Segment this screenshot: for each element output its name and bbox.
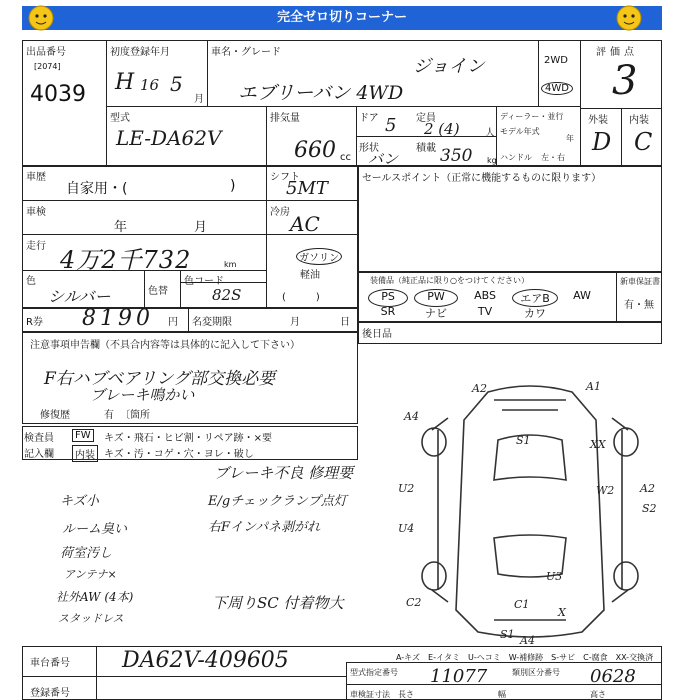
remark-right-1: E/gチェックランプ点灯: [208, 494, 347, 509]
color-swap-label: 色替: [148, 286, 168, 297]
capacity-value: 2 (4): [424, 120, 460, 138]
damage-mark-11: C2: [406, 596, 422, 609]
chassis-value: DA62V-409605: [122, 648, 289, 673]
reg-limit-unit2: 日: [340, 317, 350, 328]
damage-mark-6: U4: [398, 522, 415, 535]
recycle-frame: [22, 308, 358, 332]
car-label: 車名・グレード: [211, 47, 281, 58]
score-label: 評価点: [596, 47, 638, 58]
wheel-fl: [422, 428, 446, 456]
remark-right-3: 下周りSC 付着物大: [212, 594, 344, 612]
displacement-unit: cc: [340, 152, 351, 163]
damage-mark-9: W2: [596, 484, 615, 497]
type-designation-value: 11077: [430, 666, 488, 687]
displacement-label: 排気量: [270, 113, 300, 124]
lot-label: 出品番号: [26, 47, 66, 58]
wheel-rr: [614, 562, 638, 590]
equipment-row-2: [368, 305, 558, 321]
damage-mark-1: A1: [586, 380, 601, 393]
remark-left-4: 社外AW (4本): [56, 590, 134, 604]
registration-label: 登録番号: [30, 688, 70, 699]
history-value: 自家用・(: [66, 181, 128, 197]
damage-mark-8: S2: [642, 502, 657, 515]
damage-mark-12: C1: [514, 598, 530, 611]
color-code: 82S: [212, 286, 242, 304]
type-designation-label: 型式指定番号: [350, 668, 398, 677]
reg-limit-label: 名変期限: [192, 317, 232, 328]
handle-value: 左・右: [541, 153, 565, 162]
car-body-outline: [456, 386, 604, 637]
color-label: 色: [26, 276, 36, 287]
first-reg-era: H: [115, 70, 135, 95]
first-reg-month-unit: 月: [194, 94, 204, 105]
lot-number: 4039: [30, 82, 86, 107]
dimensions-width: 幅: [498, 690, 506, 699]
warranty-label: 新車保証書: [620, 277, 660, 286]
mascot-left-icon: [26, 3, 56, 33]
first-reg-label: 初度登録年月: [110, 47, 170, 58]
exterior-label: 外装: [588, 115, 608, 126]
capacity-label: 定員: [416, 113, 436, 124]
notes-label: 注意事項申告欄（不具合内容等は具体的に記入して下さい）: [30, 340, 300, 351]
equipment-label: 装備品（純正品に限り○をつけてください）: [370, 276, 529, 285]
fw-items: キズ・飛石・ヒビ割・リペア跡・×要: [104, 433, 272, 444]
shift-label: シフト: [270, 172, 300, 183]
damage-mark-14: A4: [520, 634, 535, 647]
remark-left-0: キズ小: [60, 494, 99, 509]
equip-tv: TV: [477, 305, 493, 318]
recycle-label: R券: [26, 317, 43, 328]
equip-airbag: エアB: [512, 289, 558, 307]
repair-label: 修復歴: [40, 410, 70, 421]
car-name: エブリーバン 4WD: [238, 82, 404, 104]
rear-items-frame: [358, 322, 662, 344]
category-label: 類別区分番号: [512, 668, 560, 677]
damage-mark-13: X: [558, 606, 566, 619]
section-banner: 完全ゼロ切りコーナー: [22, 6, 662, 30]
repair-box: 〔箇所: [120, 410, 150, 421]
mascot-right-icon: [614, 3, 644, 33]
model-year-label: モデル年式: [500, 127, 540, 136]
equip-aw: AW: [573, 289, 591, 302]
model-year-unit: 年: [566, 134, 574, 143]
lot-sub: [2074]: [34, 62, 61, 71]
fuel-diesel: 軽油: [300, 270, 320, 281]
inspection-label: 車検: [26, 207, 46, 218]
damage-mark-3: S1: [516, 434, 531, 447]
shift-value: 5MT: [286, 178, 328, 199]
shape-value: バン: [368, 150, 399, 168]
inspection-year: 年: [114, 220, 128, 235]
dimensions-label: 車検証寸法: [350, 690, 390, 699]
notes-line1: F右ハブベアリング部交換必要: [44, 369, 276, 389]
chassis-label: 車台番号: [30, 658, 70, 669]
model-label: 型式: [110, 113, 130, 124]
shape-label: 形状: [359, 143, 379, 154]
inspection-month: 月: [194, 220, 208, 235]
load-value: 350: [440, 146, 473, 166]
repair-value: 有: [104, 410, 114, 421]
displacement-value: 660: [294, 138, 336, 163]
first-reg-month: 5: [170, 72, 183, 96]
equip-ps: PS: [368, 289, 408, 307]
load-label: 積載: [416, 143, 436, 154]
wheel-fr: [614, 428, 638, 456]
drive-4wd: 4WD: [541, 82, 573, 95]
damage-mark-5: U2: [398, 482, 415, 495]
int-label: 内装: [72, 445, 98, 462]
doors-label: ドア: [359, 113, 379, 124]
interior-value: C: [634, 128, 653, 156]
color-value: シルバー: [48, 287, 111, 306]
damage-mark-2: A4: [404, 410, 419, 423]
drive-2wd: 2WD: [544, 55, 568, 66]
equip-navi: ナビ: [425, 307, 447, 320]
remark-left-2: 荷室汚し: [60, 546, 113, 561]
history-label: 車歴: [26, 172, 46, 183]
remark-right-2: 右Fインパネ剥がれ: [208, 520, 321, 535]
damage-mark-15: S1: [500, 628, 515, 641]
interior-label: 内装: [629, 115, 649, 126]
car-grade: ジョイン: [413, 56, 485, 77]
mileage-label: 走行: [26, 241, 46, 252]
equip-abs: ABS: [474, 289, 496, 302]
rear-items-label: 後日品: [362, 329, 392, 340]
fuel-paren: ( ): [282, 292, 320, 303]
damage-mark-0: A2: [472, 382, 487, 395]
equip-pw: PW: [414, 289, 458, 307]
first-reg-year: 16: [140, 76, 160, 94]
bottom-frame: [22, 646, 662, 700]
int-items: キズ・汚・コゲ・穴・ヨレ・破し: [104, 449, 254, 460]
doors-value: 5: [385, 115, 397, 136]
wheel-rl: [422, 562, 446, 590]
history-close: ): [230, 178, 236, 194]
remark-left-3: アンテナ×: [64, 568, 117, 581]
mileage-unit: km: [224, 260, 237, 269]
recycle-value: 8190: [82, 306, 154, 331]
fuel-gasoline: ガソリン: [296, 248, 342, 265]
remark-left-1: ルーム臭い: [62, 522, 128, 537]
warranty-value: 有・無: [624, 300, 654, 311]
notes-line2: ブレーキ鳴かい: [90, 386, 195, 404]
damage-mark-4: XX: [590, 438, 606, 451]
aircon-value: AC: [290, 212, 320, 236]
inspector-label-2: 記入欄: [24, 449, 54, 460]
fw-label: FW: [72, 429, 94, 442]
capacity-unit: 人: [485, 128, 495, 139]
dimensions-length: 長さ: [398, 690, 414, 699]
mileage-value: 4万2千732: [60, 246, 192, 274]
model-value: LE-DA62V: [116, 126, 222, 150]
damage-mark-10: U3: [546, 570, 563, 583]
remark-left-5: スタッドレス: [58, 612, 124, 625]
equip-sr: SR: [380, 305, 396, 318]
aircon-label: 冷房: [270, 207, 290, 218]
score-value: 3: [612, 58, 638, 104]
dimensions-height: 高さ: [590, 690, 606, 699]
recycle-unit: 円: [168, 317, 178, 328]
selling-points-label: セールスポイント（正常に機能するものに限ります）: [362, 173, 602, 184]
car-damage-diagram: [390, 370, 670, 650]
handle-label: ハンドル: [500, 153, 532, 162]
reg-limit-unit: 月: [290, 317, 300, 328]
front-bumper: [494, 400, 566, 410]
exterior-value: D: [592, 128, 612, 156]
color-code-label: 色コード: [184, 276, 224, 287]
damage-mark-7: A2: [640, 482, 655, 495]
remark-right-0: ブレーキ不良 修理要: [214, 464, 354, 482]
dealer-label: ディーラー・並行: [500, 112, 564, 121]
equip-leather: カワ: [524, 307, 546, 320]
category-value: 0628: [590, 666, 636, 687]
load-unit: kg: [487, 156, 497, 165]
inspector-label-1: 検査員: [24, 433, 54, 444]
damage-legend: A-キズ E-イタミ U-ヘコミ W-補修跡 S-サビ C-腐食 XX-交換済: [396, 653, 654, 662]
